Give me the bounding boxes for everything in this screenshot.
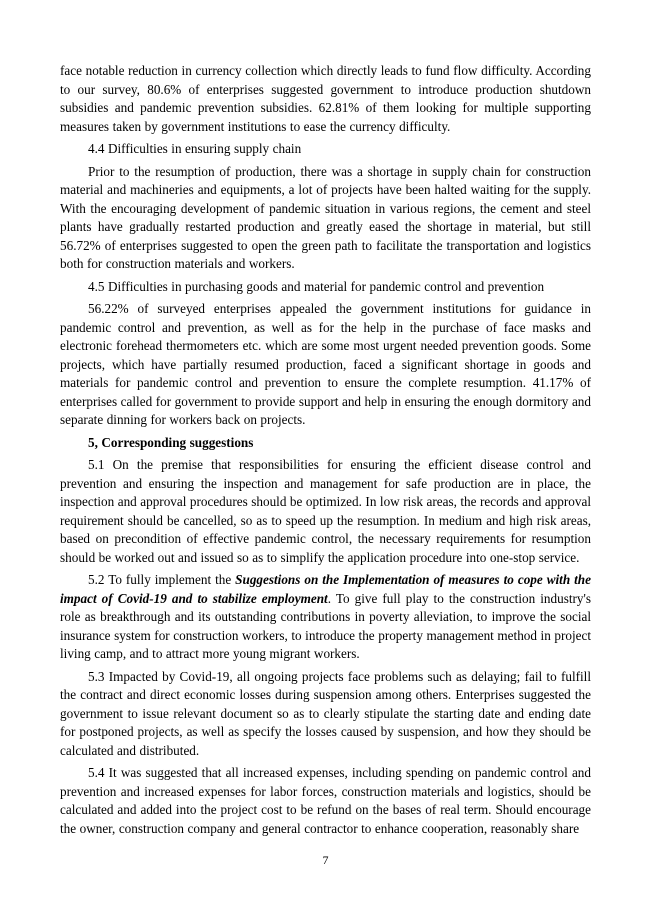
paragraph-pandemic-goods: 56.22% of surveyed enterprises appealed the government institutions for guidance in pandemic control and prevention, as well as for the help in the purchase of face masks and electronic forehead thermometers etc. which are some most urgent needed prevention goods. Some projects, which have partially resumed production, faced a significant shortage in goods and materials for pandemic control and prevention to ensure the complete resumption. 41.17% of enterprises called for government to provide support and help in ensuring the enough dormitory and separate dinning for workers back on projects.	[60, 301, 591, 427]
paragraph-5-2-rest: . To give full play to the construction industry's role as breakthrough and its outstanding contributions in poverty alleviation, to improve the social insurance system for construction workers, to introduce the property management method in project living camp, and to attract more young migrant workers.	[60, 590, 591, 661]
page-number: 7	[322, 853, 329, 867]
paragraph-5-2	[60, 571, 591, 664]
paragraph-supply-chain: Prior to the resumption of production, there was a shortage in supply chain for construction material and machineries and equipments, a lot of projects have been halted waiting for the supply. With the encouraging development of pandemic situation in various regions, the cement and steel plants have gradually restarted production and greatly eased the shortage in material, but still 56.72% of enterprises suggested to open the green path to facilitate the transportation and logistics both for construction materials and workers.	[60, 163, 591, 271]
paragraph-5-1: 5.1 On the premise that responsibilities for ensuring the efficient disease control and prevention and ensuring the inspection and management for safe production are in place, the inspection and approval procedures should be optimized. In low risk areas, the records and approval requirement should be cancelled, so as to speed up the resumption. In medium and high risk areas, based on precondition of effective pandemic control, the necessary requirements for resumption should be worked out and issued so as to simplify the application procedure into one-stop service.	[60, 457, 591, 565]
paragraph-5-3: 5.3 Impacted by Covid-19, all ongoing projects face problems such as delaying; fail to fulfill the contract and direct economic losses during suspension among others. Enterprises suggested the government to issue relevant document so as to clearly stipulate the starting date and ending date for postponed projects, as well as specify the losses caused by suspension, and how they should be calculated and distributed.	[60, 668, 591, 758]
referenced-document-title: Suggestions on the Implementation of measures to cope with the impact of Covid-19 and to stabilize employment	[60, 572, 591, 606]
paragraph-5-2-lead: 5.2 To fully implement the	[88, 572, 236, 587]
section-heading-4-5: 4.5 Difficulties in purchasing goods and material for pandemic control and prevention	[88, 278, 545, 294]
section-heading-5: 5, Corresponding suggestions	[88, 434, 254, 450]
section-heading-4-4: 4.4 Difficulties in ensuring supply chain	[88, 141, 302, 156]
paragraph-5-4: 5.4 It was suggested that all increased expenses, including spending on pandemic control and prevention and increased expenses for labor forces, construction materials and logistics, should be calculated and added into the project cost to be refund on the bases of real term. Should encourage the owner, construction company and general contractor to enhance cooperation, reasonably share	[60, 765, 591, 836]
paragraph-currency-difficulty: face notable reduction in currency collection which directly leads to fund flow difficulty. According to our survey, 80.6% of enterprises suggested government to introduce production shutdown subsidies and pandemic prevention subsidies. 62.81% of them looking for multiple supporting measures taken by government institutions to ease the currency difficulty.	[60, 63, 591, 134]
